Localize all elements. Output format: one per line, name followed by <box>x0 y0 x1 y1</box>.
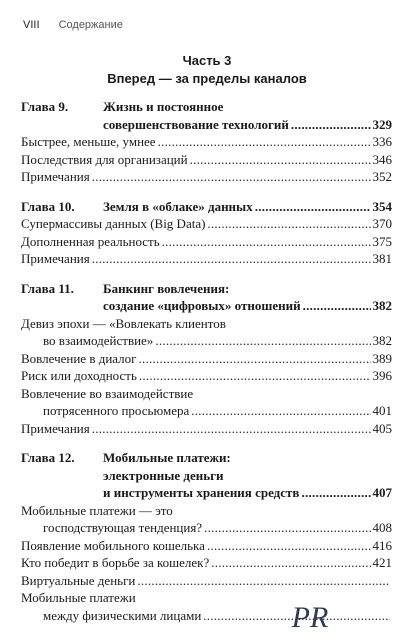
toc-entry-row[interactable] <box>21 233 392 251</box>
toc-entry-text: Вовлечение в диалог <box>21 350 137 366</box>
logo-text: PR <box>291 601 329 634</box>
chapter-title-text: Банкинг вовлечения: <box>103 280 230 296</box>
chapter-block <box>21 449 392 624</box>
page-number: 405 <box>372 420 392 436</box>
dot-leader <box>162 233 371 251</box>
toc-entry-label <box>21 233 160 251</box>
toc-entry[interactable] <box>21 367 392 385</box>
toc-entry-label <box>21 572 135 590</box>
dot-leader <box>255 198 371 216</box>
toc-entry[interactable] <box>21 133 392 151</box>
toc-entry[interactable] <box>21 250 392 268</box>
toc-entry-text: Виртуальные деньги <box>21 572 136 588</box>
dot-leader <box>92 420 371 438</box>
toc-entry-row[interactable] <box>21 519 392 537</box>
toc-entry-line: Мобильные платежи <box>21 590 136 605</box>
toc-entry-label <box>21 168 90 186</box>
toc-entry-text: Появление мобильного кошелька <box>21 537 205 553</box>
chapter-title-line <box>21 449 392 467</box>
page-number: 382 <box>372 333 392 348</box>
page-number: 389 <box>372 350 392 366</box>
toc-entry-row[interactable] <box>21 168 392 186</box>
toc-entry-text: Примечания <box>21 169 90 184</box>
dot-leader <box>204 519 370 537</box>
toc-entry[interactable] <box>21 537 392 555</box>
toc-entry-label <box>43 332 153 350</box>
toc-entry-label <box>43 519 202 537</box>
toc-entry-text: между физическими лицами <box>43 607 202 623</box>
toc-entry-label <box>21 133 156 151</box>
running-head <box>23 19 123 31</box>
toc-entry-text: Быстрее, меньше, умнее <box>21 134 156 149</box>
toc-entry-label <box>21 350 136 368</box>
page-number: 329 <box>372 116 392 132</box>
chapter-title-text: электронные деньги <box>103 467 224 483</box>
toc-entry-label <box>103 297 301 315</box>
chapter-title-line <box>21 98 392 116</box>
page-number: 336 <box>372 134 392 149</box>
part-title: Вперед — за пределы каналов <box>107 71 307 86</box>
dot-leader <box>190 151 371 169</box>
toc-entry-text: во взаимодействие» <box>43 333 154 348</box>
chapter-title-row[interactable] <box>21 198 392 216</box>
toc-entry[interactable] <box>21 233 392 251</box>
toc-entry[interactable] <box>21 572 392 590</box>
toc-entry[interactable] <box>21 151 392 169</box>
part-number: Часть 3 <box>182 53 232 68</box>
part-heading <box>0 52 414 88</box>
chapter-title-text: Жизнь и постоянное <box>103 99 224 114</box>
table-of-contents <box>21 98 392 636</box>
toc-entry-text: Последствия для организаций <box>21 151 188 167</box>
toc-entry[interactable] <box>21 168 392 186</box>
toc-entry-text: создание «цифровых» отношений <box>103 298 301 313</box>
chapter-block <box>21 98 392 186</box>
toc-entry-label <box>43 607 201 625</box>
toc-entry[interactable] <box>21 420 392 438</box>
toc-entry-row[interactable] <box>21 151 392 169</box>
toc-entry-text: господствующая тенденция? <box>43 520 203 535</box>
toc-entry-row[interactable] <box>21 133 392 151</box>
toc-entry-text: Риск или доходность <box>21 368 137 383</box>
toc-entry[interactable] <box>21 502 392 537</box>
page-number: 381 <box>372 251 392 266</box>
toc-entry-row[interactable] <box>21 215 392 233</box>
page-number: 382 <box>372 298 392 313</box>
toc-entry-label <box>21 537 205 555</box>
chapter-title[interactable] <box>21 280 392 315</box>
dot-leader <box>92 250 371 268</box>
toc-entry-text: Примечания <box>21 420 90 436</box>
toc-entry[interactable] <box>21 554 392 572</box>
toc-entry-label <box>21 420 90 438</box>
toc-entry-row[interactable] <box>21 572 392 590</box>
dot-leader <box>211 554 370 572</box>
chapter-prefix: Глава 9. <box>21 99 69 114</box>
toc-entry-row[interactable] <box>21 350 392 368</box>
toc-entry-text: и инструменты хранения средств <box>103 485 300 500</box>
toc-entry[interactable] <box>21 589 392 624</box>
page-number: 346 <box>372 151 392 167</box>
dot-leader <box>137 572 390 590</box>
chapter-prefix: Глава 10. <box>21 198 75 214</box>
toc-entry[interactable] <box>21 385 392 420</box>
dot-leader <box>158 133 371 151</box>
toc-entry-text: Примечания <box>21 251 90 266</box>
chapter-title-line <box>21 467 392 485</box>
toc-entry-label <box>21 367 137 385</box>
toc-entry-label <box>21 554 209 572</box>
chapter-title[interactable] <box>21 449 392 502</box>
toc-entry-text: Дополненная реальность <box>21 233 160 249</box>
chapter-prefix: Глава 11. <box>21 280 74 296</box>
page-number: 354 <box>372 198 392 214</box>
toc-entry-label <box>43 402 189 420</box>
page-number: 352 <box>372 169 392 184</box>
toc-entry-row[interactable] <box>21 554 392 572</box>
dot-leader <box>301 484 370 502</box>
page-number: 401 <box>372 403 392 418</box>
toc-entry-label <box>103 484 299 502</box>
toc-entry-row[interactable] <box>21 367 392 385</box>
page-number: 396 <box>372 368 392 383</box>
chapter-title[interactable] <box>21 198 392 216</box>
page-number: 370 <box>372 216 392 231</box>
toc-entry-text: совершенствование технологий <box>103 116 289 132</box>
toc-entry-line: Вовлечение во взаимодействие <box>21 385 194 401</box>
toc-entry-label <box>21 151 188 169</box>
toc-entry-row[interactable] <box>21 607 392 625</box>
running-head-section: Содержание <box>58 19 123 31</box>
toc-entry-row[interactable] <box>21 420 392 438</box>
toc-entry-row[interactable] <box>21 250 392 268</box>
toc-entry-text: Земля в «облаке» данных <box>103 198 253 214</box>
toc-entry-row[interactable] <box>21 537 392 555</box>
dot-leader <box>139 367 371 385</box>
dot-leader <box>191 402 370 420</box>
dot-leader <box>207 215 370 233</box>
toc-entry-line: Мобильные платежи — это <box>21 502 173 518</box>
page-number: 407 <box>372 485 392 500</box>
toc-entry-line: Девиз эпохи — «Вовлекать клиентов <box>21 315 226 331</box>
page-number: 408 <box>372 520 392 535</box>
toc-entry[interactable] <box>21 215 392 233</box>
toc-entry-text: Супермассивы данных (Big Data) <box>21 216 206 231</box>
toc-entry-label <box>21 198 253 216</box>
toc-entry-row[interactable] <box>21 332 392 350</box>
toc-entry[interactable] <box>21 315 392 350</box>
page-number: 375 <box>372 233 392 249</box>
chapter-block <box>21 280 392 438</box>
toc-entry-row[interactable] <box>21 402 392 420</box>
chapter-title-row[interactable] <box>21 484 392 502</box>
page-folio: VIII <box>23 19 40 31</box>
dot-leader <box>303 297 371 315</box>
chapter-title-text: Мобильные платежи: <box>103 450 231 465</box>
page-number: 416 <box>372 537 392 553</box>
toc-entry-label <box>103 116 289 134</box>
dot-leader <box>291 116 371 134</box>
chapter-title[interactable] <box>21 98 392 133</box>
dot-leader <box>207 537 371 555</box>
chapter-title-line <box>21 280 392 298</box>
chapter-title-row[interactable] <box>21 297 392 315</box>
dot-leader <box>138 350 370 368</box>
dot-leader <box>92 168 371 186</box>
toc-entry[interactable] <box>21 350 392 368</box>
toc-entry-label <box>21 250 90 268</box>
dot-leader <box>155 332 370 350</box>
chapter-block <box>21 198 392 268</box>
toc-entry-text: Кто победит в борьбе за кошелек? <box>21 555 210 570</box>
toc-entry-label <box>21 215 205 233</box>
chapter-prefix: Глава 12. <box>21 450 75 465</box>
page-number: 421 <box>372 555 392 570</box>
toc-entry-text: потрясенного просьюмера <box>43 403 190 418</box>
publisher-logo-icon <box>286 600 334 634</box>
chapter-title-row[interactable] <box>21 116 392 134</box>
